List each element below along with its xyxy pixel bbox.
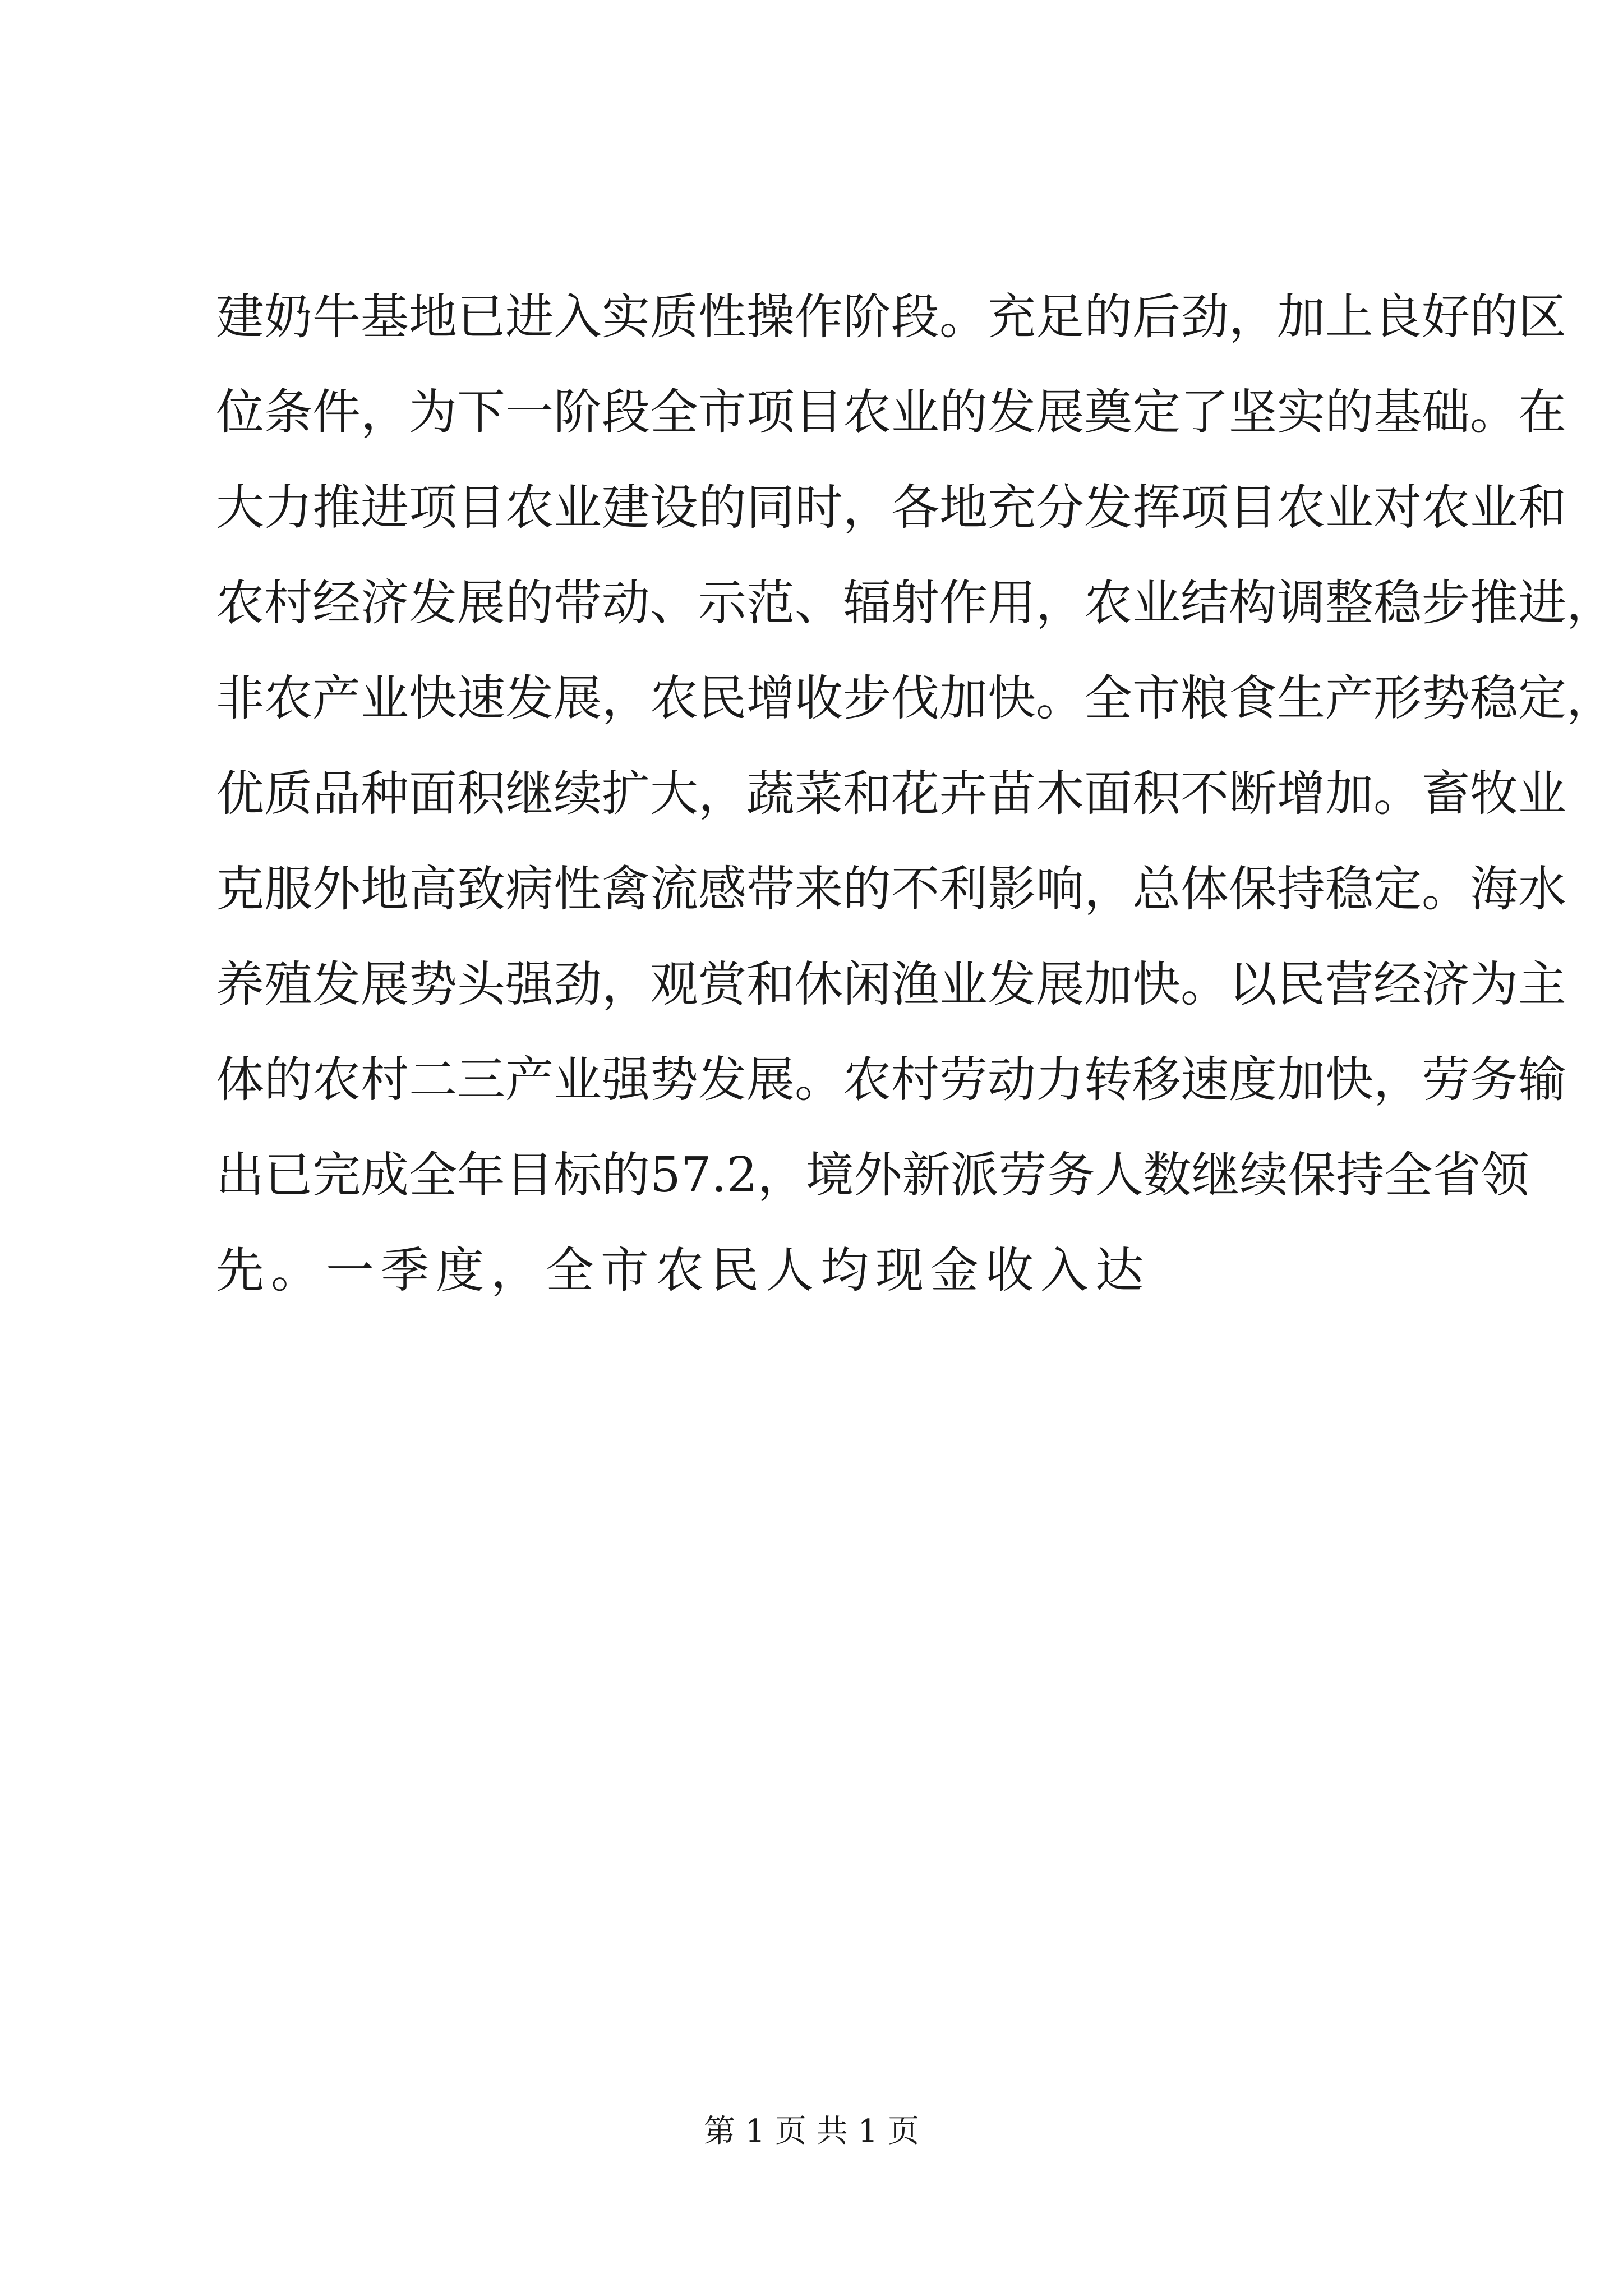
paragraph-line: 出已完成全年目标的57.2，境外新派劳务人数继续保持全省领 [216, 1147, 1529, 1203]
paragraph-line: 农村经济发展的带动、示范、辐射作用，农业结构调整稳步推进， [216, 575, 1615, 631]
paragraph-line: 非农产业快速发展，农民增收步伐加快。全市粮食生产形势稳定， [216, 670, 1615, 726]
paragraph-line: 位条件，为下一阶段全市项目农业的发展奠定了坚实的基础。在 [216, 384, 1566, 440]
paragraph-line: 养殖发展势头强劲，观赏和休闲渔业发展加快。以民营经济为主 [216, 956, 1566, 1013]
paragraph-line: 大力推进项目农业建设的同时，各地充分发挥项目农业对农业和 [216, 480, 1566, 536]
paragraph-line: 克服外地高致病性禽流感带来的不利影响，总体保持稳定。海水 [216, 861, 1566, 917]
paragraph-line: 体的农村二三产业强势发展。农村劳动力转移速度加快，劳务输 [216, 1052, 1566, 1108]
paragraph-line: 建奶牛基地已进入实质性操作阶段。充足的后劲，加上良好的区 [216, 289, 1566, 345]
paragraph-line: 先。一季度，全市农民人均现金收入达 [216, 1243, 1150, 1299]
paragraph-line: 优质品种面积继续扩大，蔬菜和花卉苗木面积不断增加。畜牧业 [216, 766, 1566, 822]
page-number-footer: 第 1 页 共 1 页 [703, 2113, 920, 2150]
body-paragraph [216, 269, 1615, 1318]
